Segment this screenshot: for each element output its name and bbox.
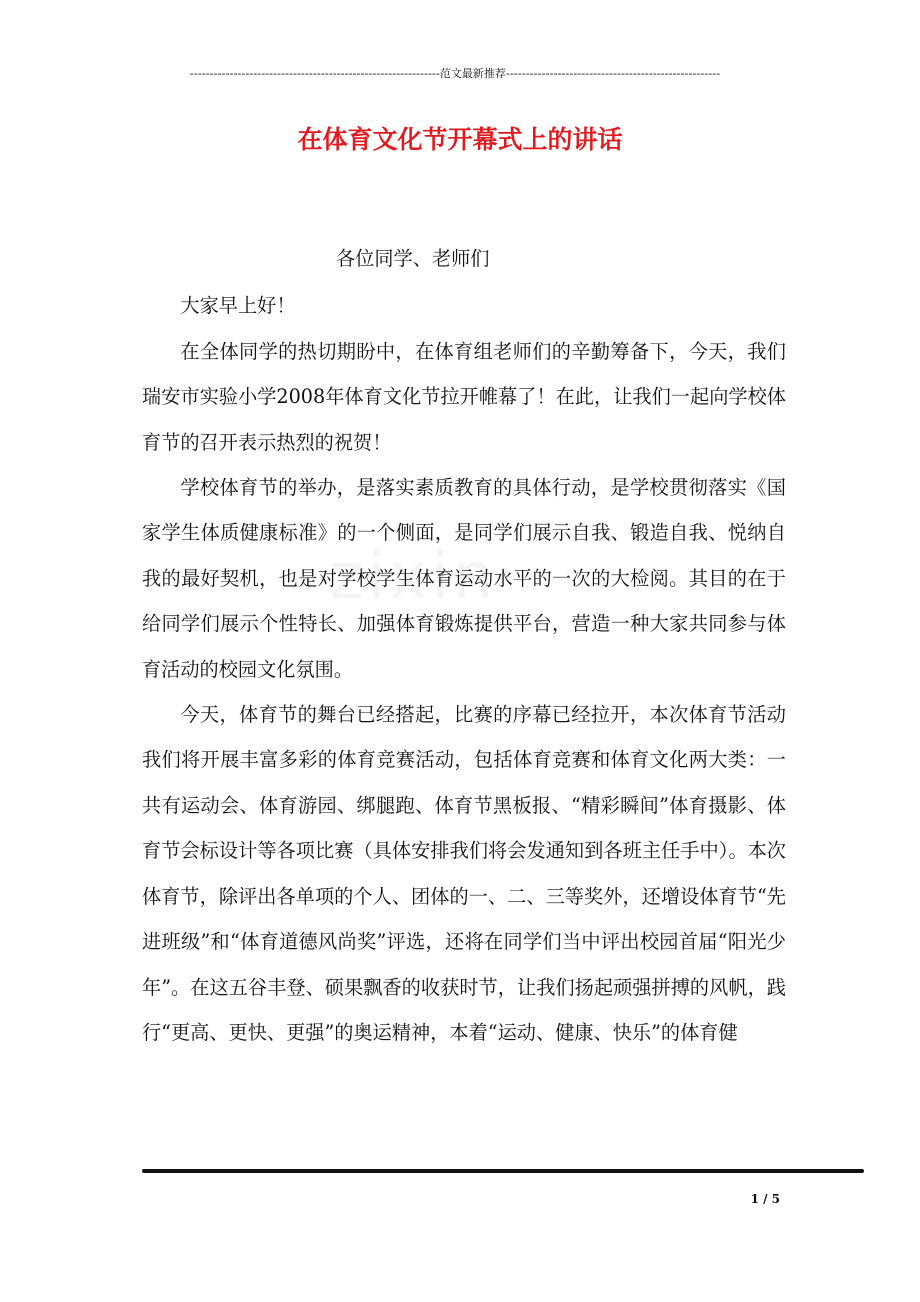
paragraph-activities: 今天，体育节的舞台已经搭起，比赛的序幕已经拉开，本次体育节活动我们将开展丰富多彩的体育竞赛活动，包括体育竞赛和体育文化两大类：一共有运动会、体育游园、绑腿跑、体育节黑板报、“精彩瞬间”体育摄影、体育节会标设计等各项比赛（具体安排我们将会发通知到各班主任手中）。本次体育节，除评出各单项的个人、团体的一、二、三等奖外，还增设体育节“先进班级”和“体育道德风尚奖”评选，还将在同学们当中评出校园首届“阳光少年”。在这五谷丰登、硕果飘香的收获时节，让我们扬起顽强拼搏的风帆，践行“更高、更快、更强”的奥运精神，本着“运动、健康、快乐”的体育健 xyxy=(142,703,786,1044)
page-number: 1 / 5 xyxy=(750,1192,780,1206)
footer-divider xyxy=(142,1169,864,1173)
document-body xyxy=(142,236,786,1055)
paragraph-opening: 在全体同学的热切期盼中，在体育组老师们的辛勤筹备下，今天，我们瑞安市实验小学2008年体育文化节拉开帷幕了！在此，让我们一起向学校体育节的召开表示热烈的祝贺！ xyxy=(142,339,786,454)
page-header: ---------------------------------------------------------------范文最新推荐------------------------------------------------------ xyxy=(189,67,721,80)
salutation: 各位同学、老师们 xyxy=(336,247,490,270)
document-title: 在体育文化节开幕式上的讲话 xyxy=(297,125,623,154)
paragraph-purpose: 学校体育节的举办，是落实素质教育的具体行动，是学校贯彻落实《国家学生体质健康标准》的一个侧面，是同学们展示自我、锻造自我、悦纳自我的最好契机，也是对学校学生体育运动水平的一次的大检阅。其目的在于给同学们展示个性特长、加强体育锻炼提供平台，营造一种大家共同参与体育活动的校园文化氛围。 xyxy=(142,476,786,681)
paragraph-greeting: 大家早上好！ xyxy=(180,294,296,318)
